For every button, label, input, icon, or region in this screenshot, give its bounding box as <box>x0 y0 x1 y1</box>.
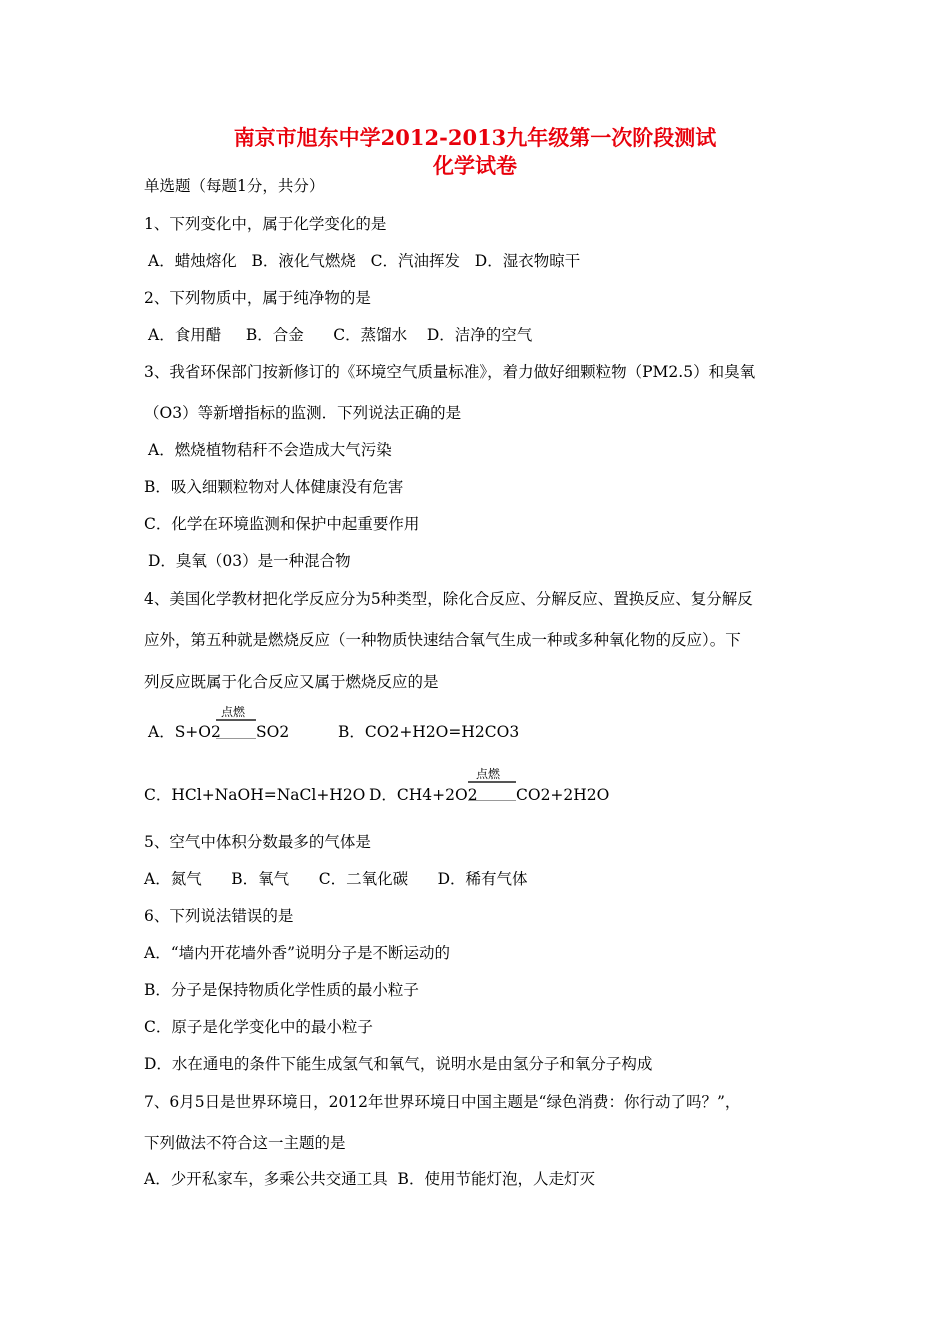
q3-stem-line2: （O3）等新增指标的监测．下列说法正确的是 <box>144 404 462 422</box>
q3-stem-line1: 3、我省环保部门按新修订的《环境空气质量标准》，着力做好细颗粒物（PM2.5）和臭氧 <box>144 363 756 381</box>
q4-option-a-left: A．S+O2 <box>148 723 221 741</box>
q7-stem-line1: 7、6月5日是世界环境日，2012年世界环境日中国主题是“绿色消费：你行动了吗？”， <box>144 1093 741 1111</box>
q4-option-d-right: CO2+2H2O <box>516 786 610 804</box>
q3-option-c: C．化学在环境监测和保护中起重要作用 <box>144 515 420 533</box>
q3-option-a: A．燃烧植物秸秆不会造成大气污染 <box>148 441 392 459</box>
q6-option-b: B．分子是保持物质化学性质的最小粒子 <box>144 981 419 999</box>
q4-option-d-condition: 点燃 <box>476 767 501 781</box>
q7-options: A．少开私家车，多乘公共交通工具 B．使用节能灯泡，人走灯灭 <box>144 1170 595 1188</box>
q1-stem: 1、下列变化中，属于化学变化的是 <box>144 215 387 233</box>
exam-subtitle: 化学试卷 <box>433 153 517 178</box>
q7-stem-line2: 下列做法不符合这一主题的是 <box>144 1134 346 1152</box>
q4-option-b: B．CO2+H2O=H2CO3 <box>338 723 520 741</box>
q6-stem: 6、下列说法错误的是 <box>144 907 294 925</box>
q2-stem: 2、下列物质中，属于纯净物的是 <box>144 289 371 307</box>
q3-option-b: B．吸入细颗粒物对人体健康没有危害 <box>144 478 404 496</box>
q4-option-d-arrow-line <box>468 800 516 801</box>
q2-options: A．食用醋 B．合金 C．蒸馏水 D．洁净的空气 <box>148 326 533 344</box>
q4-option-a-condition: 点燃 <box>221 705 246 719</box>
q4-option-a-arrow-line <box>216 738 256 739</box>
q4-option-d-condition-bar <box>468 781 516 783</box>
q1-options: A．蜡烛熔化 B．液化气燃烧 C．汽油挥发 D．湿衣物晾干 <box>148 252 581 270</box>
q4-stem-line2: 应外，第五种就是燃烧反应（一种物质快速结合氧气生成一种或多种氧化物的反应）。下 <box>144 631 741 649</box>
section-heading: 单选题（每题1分，共分） <box>144 177 325 195</box>
q4-stem-line1: 4、美国化学教材把化学反应分为5种类型，除化合反应、分解反应、置换反应、复分解反 <box>144 590 753 608</box>
q4-option-c: C．HCl+NaOH=NaCl+H2O <box>144 786 366 804</box>
exam-title: 南京市旭东中学2012-2013九年级第一次阶段测试 <box>233 125 717 150</box>
q6-option-d: D．水在通电的条件下能生成氢气和氧气，说明水是由氢分子和氧分子构成 <box>144 1055 653 1073</box>
q5-stem: 5、空气中体积分数最多的气体是 <box>144 833 371 851</box>
q3-option-d: D．臭氧（03）是一种混合物 <box>148 552 351 570</box>
q4-option-d-left: D．CH4+2O2 <box>369 786 478 804</box>
q4-stem-line3: 列反应既属于化合反应又属于燃烧反应的是 <box>144 673 439 691</box>
q6-option-a: A．“墙内开花墙外香”说明分子是不断运动的 <box>144 944 451 962</box>
q4-option-a-right: SO2 <box>256 723 290 741</box>
q6-option-c: C．原子是化学变化中的最小粒子 <box>144 1018 373 1036</box>
q5-options: A．氮气 B．氧气 C．二氧化碳 D．稀有气体 <box>144 870 528 888</box>
q4-option-a-condition-bar <box>216 719 256 721</box>
